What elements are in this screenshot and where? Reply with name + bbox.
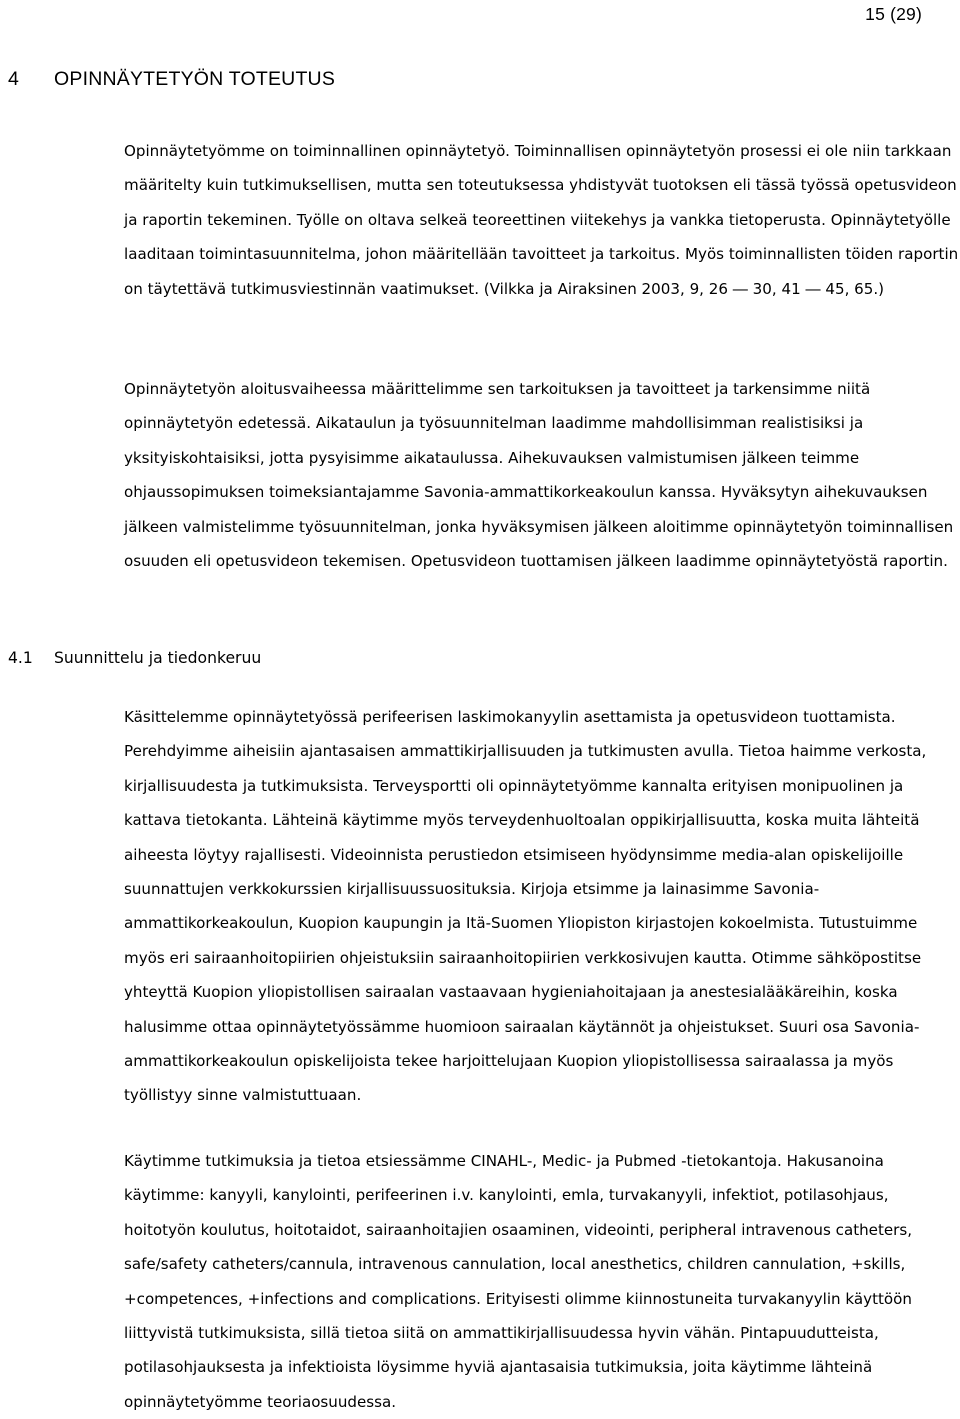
sentence: Hakusanoina käytimme: kanyyli, kanylointi, perifeerinen i.v. kanylointi, emla, turvakanyyli, infektiot, potilasohjaus, hoitotyön koulutus, hoitotaidot, sairaanhoitajien osaaminen, videointi, peripheral intravenous catheters, safe/safety catheters/cannula, intravenous cannulation, local anesthetics, children cannulation, +skills, +competences, +infections and complications.: [124, 1152, 913, 1308]
subsection-number: 4.1: [8, 649, 33, 667]
citation: (Vilkka ja Airaksinen 2003, 9, 26 ― 30, 41 ― 45, 65.): [483, 279, 885, 298]
sentence: Pintapuudutteista, potilasohjauksesta ja infektioista löysimme hyviä ajantasaisia tutkimuksia, joita käytimme lähteinä opinnäytetyömme teoriaosuudessa.: [124, 1324, 879, 1411]
sentence: Aikataulun ja työsuunnitelman laadimme mahdollisimman realistisiksi ja yksityiskohtaisiksi, jotta pysyisimme aikataulussa.: [124, 414, 864, 467]
page-number: 15 (29): [865, 4, 922, 24]
sentence: Videoinnista perustiedon etsimiseen hyödynsimme media-alan opiskelijoille suunnattujen verkkokurssien kirjallisuussuosituksia.: [124, 845, 904, 899]
sentence: Lähteinä käytimme myös terveydenhuoltoalan oppikirjallisuutta, koska muita lähteitä aiheesta löytyy rajallisesti.: [124, 811, 920, 864]
body-paragraph-2: [124, 372, 960, 578]
chapter-heading: [8, 68, 335, 91]
chapter-number: 4: [8, 68, 20, 90]
sentence: Työlle on oltava selkeä teoreettinen viitekehys ja vankka tietoperusta.: [296, 210, 831, 229]
sentence: Opinnäytetyölle laaditaan toimintasuunnitelma, johon määritellään tavoitteet ja tarkoitus.: [124, 210, 951, 264]
sentence: Suuri osa Savonia-ammattikorkeakoulun opiskelijoista tekee harjoittelujaan Kuopion yliopistollisessa sairaalassa ja myös työllistyy sinne valmistuttuaan.: [124, 1017, 920, 1105]
sentence: Tutustuimme myös eri sairaanhoitopiirien ohjeistuksiin sairaanhoitopiirien verkkosivujen kautta.: [124, 914, 918, 967]
sentence: Aihekuvauksen valmistumisen jälkeen teimme ohjaussopimuksen toimeksiantajamme Savonia-ammattikorkeakoulun kanssa.: [124, 448, 860, 502]
sentence: Tietoa haimme verkosta, kirjallisuudesta ja tutkimuksista.: [124, 742, 927, 795]
sentence: Opetusvideon tuottamisen jälkeen laadimme opinnäytetyöstä raportin.: [410, 552, 948, 571]
sentence: Käytimme tutkimuksia ja tietoa etsiessämme CINAHL-, Medic- ja Pubmed -tietokantoja.: [124, 1152, 787, 1170]
subsection-heading: [8, 649, 261, 667]
sentence: Erityisesti olimme kiinnostuneita turvakanyylin käyttöön liittyvistä tutkimuksista, sillä tietoa siitä on ammattikirjallisuudessa hyvin vähän.: [124, 1289, 912, 1343]
sentence: Terveysportti oli opinnäytetyömme kannalta erityisen monipuolinen ja kattava tietokanta.: [124, 776, 904, 830]
body-paragraph-3: [124, 700, 960, 1113]
subsection-title: Suunnittelu ja tiedonkeruu: [54, 649, 262, 667]
sentence: Myös toiminnallisten töiden raportin on täytettävä tutkimusviestinnän vaatimukset.: [124, 245, 959, 298]
body-paragraph-4: [124, 1144, 960, 1419]
sentence: Toiminnallisen opinnäytetyön prosessi ei ole niin tarkkaan määritelty kuin tutkimuksellisen, mutta sen toteutuksessa yhdistyvät tuotoksen eli tässä työssä opetusvideon ja raportin tekeminen.: [124, 142, 957, 229]
sentence: Hyväksytyn aihekuvauksen jälkeen valmistelimme työsuunnitelman, jonka hyväksymisen jälkeen aloitimme opinnäytetyön toiminnallisen osuuden eli opetusvideon tekemisen.: [124, 483, 954, 571]
chapter-title: OPINNÄYTETYÖN TOTEUTUS: [54, 68, 336, 90]
sentence: Kirjoja etsimme ja lainasimme Savonia-ammattikorkeakoulun, Kuopion kaupungin ja Itä-Suomen Yliopiston kirjastojen kokoelmista.: [124, 880, 820, 933]
sentence: Otimme sähköpostitse yhteyttä Kuopion yliopistollisen sairaalan vastaavaan hygieniahoitajaan ja anestesialääkäreihin, koska halusimme ottaa opinnäytetyössämme huomioon sairaalan käytännöt ja ohjeistukset.: [124, 948, 922, 1036]
sentence: Perehdyimme aiheisiin ajantasaisen ammattikirjallisuuden ja tutkimusten avulla.: [124, 742, 739, 761]
sentence: Käsittelemme opinnäytetyössä perifeerisen laskimokanyylin asettamista ja opetusvideon tuottamista.: [124, 708, 896, 726]
sentence: Opinnäytetyön aloitusvaiheessa määrittelimme sen tarkoituksen ja tavoitteet ja tarkensimme niitä opinnäytetyön edetessä.: [124, 380, 871, 433]
sentence: Opinnäytetyömme on toiminnallinen opinnäytetyö.: [124, 142, 515, 160]
body-paragraph-1: [124, 134, 960, 306]
